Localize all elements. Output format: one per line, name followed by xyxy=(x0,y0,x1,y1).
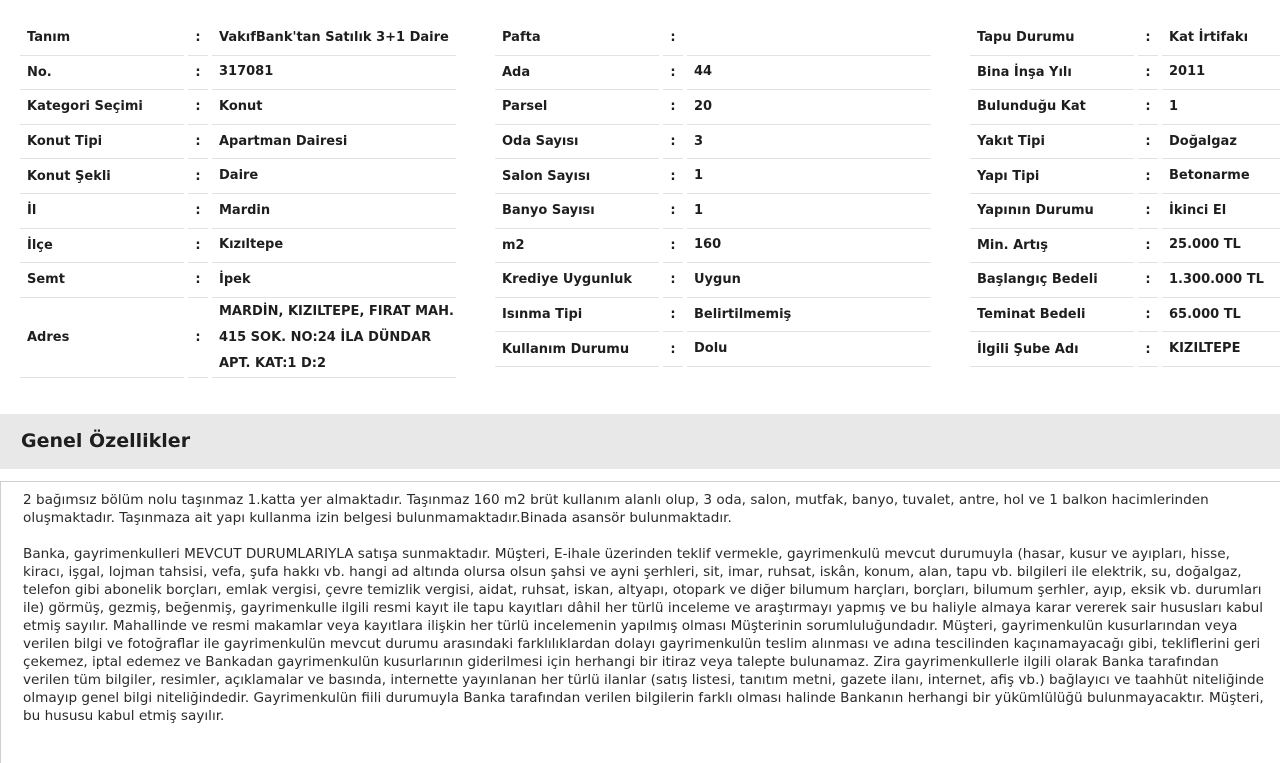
detail-label: Kullanım Durumu xyxy=(495,332,659,367)
detail-row-kategori xyxy=(20,90,456,125)
detail-value: KIZILTEPE xyxy=(1162,332,1280,367)
detail-label: İlgili Şube Adı xyxy=(970,332,1134,367)
details-column-1 xyxy=(20,21,456,378)
detail-value: Belirtilmemiş xyxy=(687,298,931,333)
detail-label: Yakıt Tipi xyxy=(970,125,1134,160)
detail-value: Apartman Dairesi xyxy=(212,125,456,160)
detail-row-m2 xyxy=(495,229,931,264)
detail-row-tapu xyxy=(970,21,1280,56)
detail-colon: : xyxy=(663,90,683,125)
detail-label: Min. Artış xyxy=(970,229,1134,264)
detail-value: Dolu xyxy=(687,332,931,367)
detail-colon: : xyxy=(1138,298,1158,333)
detail-colon: : xyxy=(663,263,683,298)
detail-colon: : xyxy=(663,332,683,367)
detail-row-ada xyxy=(495,56,931,91)
detail-colon: : xyxy=(188,21,208,56)
detail-colon: : xyxy=(188,125,208,160)
detail-colon: : xyxy=(1138,56,1158,91)
detail-colon: : xyxy=(188,263,208,298)
detail-label: Yapının Durumu xyxy=(970,194,1134,229)
detail-value: 2011 xyxy=(1162,56,1280,91)
detail-row-konut-tipi xyxy=(20,125,456,160)
detail-value: 3 xyxy=(687,125,931,160)
detail-row-oda-sayisi xyxy=(495,125,931,160)
detail-label: Tapu Durumu xyxy=(970,21,1134,56)
section-title: Genel Özellikler xyxy=(21,430,191,452)
detail-colon: : xyxy=(188,298,208,378)
detail-value: 1.300.000 TL xyxy=(1162,263,1280,298)
detail-colon: : xyxy=(1138,263,1158,298)
detail-value: 160 xyxy=(687,229,931,264)
detail-label: Teminat Bedeli xyxy=(970,298,1134,333)
detail-label: Bina İnşa Yılı xyxy=(970,56,1134,91)
detail-row-kredi xyxy=(495,263,931,298)
address-value xyxy=(212,298,456,378)
details-column-3 xyxy=(970,21,1280,367)
detail-label: Tanım xyxy=(20,21,184,56)
detail-label: Ada xyxy=(495,56,659,91)
detail-label: İlçe xyxy=(20,229,184,264)
detail-row-yakit xyxy=(970,125,1280,160)
detail-colon: : xyxy=(1138,21,1158,56)
detail-value: 25.000 TL xyxy=(1162,229,1280,264)
detail-row-yapi-durumu xyxy=(970,194,1280,229)
detail-label: Pafta xyxy=(495,21,659,56)
detail-colon: : xyxy=(663,194,683,229)
detail-row-il xyxy=(20,194,456,229)
detail-colon: : xyxy=(663,159,683,194)
detail-label: No. xyxy=(20,56,184,91)
detail-value: Kat İrtifakı xyxy=(1162,21,1280,56)
detail-colon: : xyxy=(1138,229,1158,264)
detail-row-semt xyxy=(20,263,456,298)
detail-row-salon-sayisi xyxy=(495,159,931,194)
detail-colon: : xyxy=(188,194,208,229)
detail-value: 317081 xyxy=(212,56,456,91)
description-paragraph: 2 bağımsız bölüm nolu taşınmaz 1.katta yer almaktadır. Taşınmaz 160 m2 brüt kullanım alanlı olup, 3 oda, salon, mutfak, banyo, tuvalet, antre, hol ve 1 balkon hacimlerinden oluşmaktadır. Taşınmaza ait yapı kullanma izin belgesi bulunmamaktadır.Binada asansör bulunmaktadır. xyxy=(23,492,1209,526)
detail-colon: : xyxy=(188,229,208,264)
detail-colon: : xyxy=(1138,125,1158,160)
detail-row-banyo-sayisi xyxy=(495,194,931,229)
detail-label: Oda Sayısı xyxy=(495,125,659,160)
detail-colon: : xyxy=(1138,90,1158,125)
detail-value: Mardin xyxy=(212,194,456,229)
detail-colon: : xyxy=(663,229,683,264)
detail-row-teminat xyxy=(970,298,1280,333)
detail-value: 20 xyxy=(687,90,931,125)
detail-value: Betonarme xyxy=(1162,159,1280,194)
detail-label: Adres xyxy=(20,298,184,378)
detail-label: Salon Sayısı xyxy=(495,159,659,194)
detail-colon: : xyxy=(1138,332,1158,367)
detail-row-baslangic xyxy=(970,263,1280,298)
detail-label: İl xyxy=(20,194,184,229)
detail-row-pafta xyxy=(495,21,931,56)
detail-row-sube xyxy=(970,332,1280,367)
detail-value: Konut xyxy=(212,90,456,125)
detail-label: Konut Tipi xyxy=(20,125,184,160)
detail-row-konut-sekli xyxy=(20,159,456,194)
detail-row-tanim xyxy=(20,21,456,56)
general-features-description xyxy=(0,481,1280,763)
detail-value: VakıfBank'tan Satılık 3+1 Daire xyxy=(212,21,456,56)
detail-value: 1 xyxy=(1162,90,1280,125)
detail-label: Semt xyxy=(20,263,184,298)
detail-colon: : xyxy=(188,90,208,125)
detail-colon: : xyxy=(663,21,683,56)
detail-value: Doğalgaz xyxy=(1162,125,1280,160)
detail-colon: : xyxy=(663,298,683,333)
detail-value: Uygun xyxy=(687,263,931,298)
detail-label: Krediye Uygunluk xyxy=(495,263,659,298)
detail-label: Yapı Tipi xyxy=(970,159,1134,194)
detail-row-adres xyxy=(20,298,456,378)
detail-label: m2 xyxy=(495,229,659,264)
detail-label: Konut Şekli xyxy=(20,159,184,194)
detail-label: Isınma Tipi xyxy=(495,298,659,333)
detail-label: Başlangıç Bedeli xyxy=(970,263,1134,298)
detail-row-min-artis xyxy=(970,229,1280,264)
detail-row-parsel xyxy=(495,90,931,125)
details-column-2 xyxy=(495,21,931,367)
address-line: 415 SOK. NO:24 İLA DÜNDAR xyxy=(219,329,432,345)
detail-label: Bulunduğu Kat xyxy=(970,90,1134,125)
detail-value: Daire xyxy=(212,159,456,194)
detail-value: 44 xyxy=(687,56,931,91)
detail-colon: : xyxy=(188,56,208,91)
detail-colon: : xyxy=(663,56,683,91)
detail-label: Kategori Seçimi xyxy=(20,90,184,125)
detail-row-ilce xyxy=(20,229,456,264)
detail-colon: : xyxy=(188,159,208,194)
detail-colon: : xyxy=(1138,194,1158,229)
detail-value: Kızıltepe xyxy=(212,229,456,264)
detail-value: 65.000 TL xyxy=(1162,298,1280,333)
detail-row-no xyxy=(20,56,456,91)
detail-colon: : xyxy=(1138,159,1158,194)
detail-row-kat xyxy=(970,90,1280,125)
address-line: APT. KAT:1 D:2 xyxy=(219,355,327,371)
detail-row-kullanim xyxy=(495,332,931,367)
detail-label: Parsel xyxy=(495,90,659,125)
detail-value: İkinci El xyxy=(1162,194,1280,229)
detail-value: İpek xyxy=(212,263,456,298)
detail-label: Banyo Sayısı xyxy=(495,194,659,229)
description-paragraph: Banka, gayrimenkulleri MEVCUT DURUMLARIYLA satışa sunmaktadır. Müşteri, E-ihale üzerinden teklif vermekle, gayrimenkulü mevcut durumuyla (hasar, kusur ve ayıpları, hisse, kiracı, işgal, lojman tahsisi, vefa, şufa hakkı vb. hangi ad altında olursa olsun şahsi ve ayni şerhleri, sit, imar, ruhsat, iskân, konum, alan, tapu vb. bilgileri ile elektrik, su, doğalgaz, telefon gibi abonelik borçları, emlak vergisi, çevre temizlik vergisi, aidat, ruhsat, iskan, altyapı, otopark ve diğer bilumum harçları, borçları, bilumum şerhler, ayıp, eksik vb. durumları ile) görmüş, gezmiş, beğenmiş, gayrimenkulle ilgili resmi kayıt ile tapu kayıtları dâhil her türlü inceleme ve araştırmayı yapmış ve bu haliyle almaya karar vererek sair hususları kabul etmiş sayılır. Mahallinde ve resmi makamlar veya kayıtlara ilişkin her türlü incelemenin yapılmış olması Müşterinin sorumluluğundadır. Müşteri, gayrimenkulün kusurlarından veya verilen bilgi ve fotoğraflar ile gayrimenkulün mevcut durumu arasındaki farklılıklardan dolayı gayrimenkulün teslim alınması ve adına tescilinden kaçınamayacağı gibi, tekliflerini geri çekemez, iptal edemez ve Bankadan gayrimenkulün kusurlarının giderilmesi için herhangi bir itiraz veya talepte bulunamaz. Zira gayrimenkullerle ilgili olarak Banka tarafından verilen tüm bilgiler, resimler, açıklamalar ve basında, internette yayınlanan her türlü ilanlar (satış listesi, tanıtım metni, gazete ilanı, internet, afiş vb.) bağlayıcı ve taahhüt niteliğinde olmayıp genel bilgi niteliğindedir. Gayrimenkulün fiili durumuyla Banka tarafından verilen bilgilerin farklı olması halinde Bankanın herhangi bir yükümlülüğü bulunmayacaktır. Müşteri, bu hususu kabul etmiş sayılır. xyxy=(23,546,1264,724)
detail-row-insa-yili xyxy=(970,56,1280,91)
detail-value xyxy=(687,21,931,56)
detail-row-isinma xyxy=(495,298,931,333)
detail-row-yapi-tipi xyxy=(970,159,1280,194)
detail-value: 1 xyxy=(687,194,931,229)
detail-value: 1 xyxy=(687,159,931,194)
detail-colon: : xyxy=(663,125,683,160)
general-features-header xyxy=(0,414,1280,469)
address-line: MARDİN, KIZILTEPE, FIRAT MAH. xyxy=(219,303,454,319)
